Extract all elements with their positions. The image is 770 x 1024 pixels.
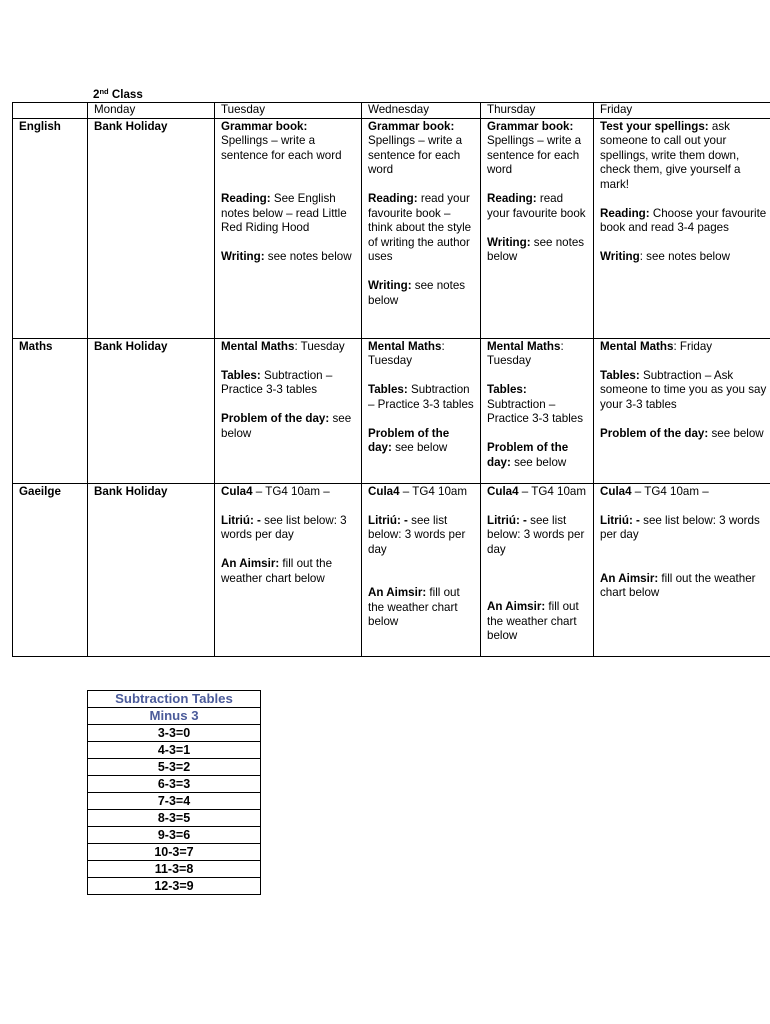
class-ordinal-suffix: nd	[99, 87, 109, 96]
col-header-monday: Monday	[88, 103, 215, 119]
tables-heading: Tables:	[487, 383, 527, 396]
cula4-text: – TG4 10am	[399, 484, 468, 498]
mental-maths-text: : Tuesday	[368, 339, 445, 367]
problem-heading: Problem of the day:	[487, 441, 569, 469]
tables-line	[600, 369, 770, 413]
litriu-heading: Litriú: -	[487, 513, 527, 527]
writing-text: see notes below	[487, 235, 585, 263]
tables-heading: Tables:	[221, 368, 261, 382]
cula4-text: – TG4 10am –	[252, 484, 330, 498]
english-row	[13, 118, 770, 338]
subtraction-title: Subtraction Tables	[88, 691, 261, 708]
subtraction-item: 8-3=5	[88, 810, 261, 827]
row-label-maths: Maths	[13, 338, 88, 483]
writing-text: see notes below	[368, 279, 466, 307]
mental-maths-line	[487, 340, 588, 369]
problem-heading: Problem of the day:	[221, 412, 330, 425]
writing-heading: Writing:	[221, 250, 265, 263]
subtraction-item: 4-3=1	[88, 742, 261, 759]
maths-wednesday	[362, 338, 481, 483]
reading-line	[221, 192, 356, 236]
maths-thursday	[481, 338, 594, 483]
tables-line	[368, 383, 475, 412]
problem-line	[600, 427, 770, 442]
reading-heading: Reading:	[221, 192, 271, 205]
subtraction-item: 6-3=3	[88, 776, 261, 793]
writing-line	[221, 250, 356, 265]
gaeilge-row	[13, 483, 770, 656]
writing-line	[487, 236, 588, 265]
aimsir-heading: An Aimsir:	[368, 586, 427, 599]
tables-text: Subtraction – Practice 3-3 tables	[487, 397, 584, 425]
aimsir-heading: An Aimsir:	[487, 600, 546, 613]
problem-text: see below	[221, 412, 352, 440]
cula4-line	[487, 485, 588, 500]
spelling-test-line	[600, 120, 770, 193]
grammar-text: Spellings – write a sentence for each word	[487, 134, 582, 176]
litriu-text: see list below: 3 words per day	[487, 513, 585, 556]
weekly-plan-table	[12, 102, 770, 657]
english-tuesday	[215, 118, 362, 338]
mental-maths-text: : Tuesday	[487, 339, 564, 367]
litriu-text: see list below: 3 words per day	[368, 513, 466, 556]
subtraction-item: 11-3=8	[88, 861, 261, 878]
subtraction-item: 7-3=4	[88, 793, 261, 810]
reading-text: read your favourite book – think about the style of writing the author uses	[368, 192, 472, 263]
grammar-heading: Grammar book:	[368, 119, 455, 133]
gaeilge-friday	[594, 483, 770, 656]
subtraction-item: 12-3=9	[88, 878, 261, 895]
grammar-text: Spellings – write a sentence for each word	[368, 134, 463, 176]
writing-heading: Writing:	[368, 279, 412, 292]
col-header-thursday: Thursday	[481, 103, 594, 119]
problem-line	[487, 441, 588, 470]
litriu-line	[487, 514, 588, 558]
problem-text: see below	[708, 426, 764, 440]
header-row	[13, 103, 770, 119]
col-header-wednesday: Wednesday	[362, 103, 481, 119]
col-header-friday: Friday	[594, 103, 770, 119]
maths-row	[13, 338, 770, 483]
litriu-text: see list below: 3 words per day	[221, 513, 347, 541]
subtraction-item: 9-3=6	[88, 827, 261, 844]
aimsir-heading: An Aimsir:	[221, 557, 280, 570]
aimsir-text: fill out the weather chart below	[600, 571, 756, 599]
tables-text: Subtraction – Ask someone to time you as you say your 3-3 tables	[600, 368, 767, 411]
writing-line	[600, 250, 770, 265]
litriu-heading: Litriú: -	[368, 513, 408, 527]
aimsir-line	[368, 586, 475, 630]
subtraction-item: 5-3=2	[88, 759, 261, 776]
reading-line	[600, 207, 770, 236]
gaeilge-wednesday	[362, 483, 481, 656]
writing-heading: Writing:	[487, 235, 531, 249]
cula4-heading: Cula4	[368, 484, 400, 498]
subtraction-subtitle: Minus 3	[88, 708, 261, 725]
english-thursday	[481, 118, 594, 338]
mental-maths-heading: Mental Maths	[368, 339, 442, 353]
subtraction-item: 3-3=0	[88, 725, 261, 742]
cula4-heading: Cula4	[487, 484, 519, 498]
class-title	[93, 88, 143, 102]
tables-line	[487, 383, 588, 427]
reading-heading: Reading:	[600, 206, 650, 220]
english-wednesday	[362, 118, 481, 338]
litriu-line	[600, 514, 770, 543]
class-label: Class	[108, 88, 143, 101]
tables-text: Subtraction – Practice 3-3 tables	[221, 368, 333, 396]
col-header-tuesday: Tuesday	[215, 103, 362, 119]
cula4-line	[221, 485, 356, 500]
subtraction-tables	[87, 690, 261, 895]
cula4-heading: Cula4	[600, 484, 632, 498]
class-number: 2	[93, 88, 100, 101]
litriu-text: see list below: 3 words per day	[600, 513, 760, 541]
gaeilge-thursday	[481, 483, 594, 656]
grammar-heading: Grammar book:	[487, 119, 574, 133]
tables-heading: Tables:	[600, 368, 640, 382]
cula4-line	[600, 485, 770, 500]
mental-maths-heading: Mental Maths	[487, 339, 561, 353]
tables-heading: Tables:	[368, 383, 408, 396]
row-label-gaeilge: Gaeilge	[13, 483, 88, 656]
litriu-heading: Litriú: -	[221, 513, 261, 527]
aimsir-line	[600, 572, 770, 601]
problem-text: see below	[391, 441, 448, 454]
english-monday: Bank Holiday	[88, 118, 215, 338]
corner-cell	[13, 103, 88, 119]
mental-maths-text: : Friday	[673, 339, 713, 353]
maths-friday	[594, 338, 770, 483]
cula4-text: – TG4 10am	[518, 484, 587, 498]
writing-text: : see notes below	[639, 250, 730, 263]
cula4-heading: Cula4	[221, 484, 253, 498]
writing-text: see notes below	[264, 250, 352, 263]
litriu-line	[368, 514, 475, 558]
aimsir-text: fill out the weather chart below	[487, 600, 579, 642]
cula4-line	[368, 485, 475, 500]
mental-maths-text: : Tuesday	[294, 339, 345, 353]
mental-maths-heading: Mental Maths	[221, 339, 295, 353]
maths-tuesday	[215, 338, 362, 483]
spelling-test-text: ask someone to call out your spellings, write them down, check them, give yourself a mark!	[600, 119, 741, 191]
english-friday	[594, 118, 770, 338]
mental-maths-line	[221, 340, 356, 355]
gaeilge-monday: Bank Holiday	[88, 483, 215, 656]
cula4-text: – TG4 10am –	[631, 484, 709, 498]
aimsir-line	[221, 557, 356, 586]
aimsir-heading: An Aimsir:	[600, 571, 659, 585]
reading-line	[487, 192, 588, 221]
problem-text: see below	[510, 455, 567, 469]
grammar-text: Spellings – write a sentence for each word	[221, 134, 342, 162]
mental-maths-heading: Mental Maths	[600, 339, 674, 353]
subtraction-item: 10-3=7	[88, 844, 261, 861]
mental-maths-line	[368, 340, 475, 369]
litriu-line	[221, 514, 356, 543]
tables-text: Subtraction – Practice 3-3 tables	[368, 383, 474, 411]
writing-line	[368, 279, 475, 308]
aimsir-text: fill out the weather chart below	[221, 557, 333, 585]
problem-heading: Problem of the day:	[368, 426, 450, 454]
reading-line	[368, 192, 475, 265]
mental-maths-line	[600, 340, 770, 355]
problem-line	[368, 427, 475, 456]
spelling-test-heading: Test your spellings:	[600, 119, 709, 133]
aimsir-line	[487, 600, 588, 644]
writing-heading: Writing	[600, 250, 640, 263]
problem-line	[221, 412, 356, 441]
tables-line	[221, 369, 356, 398]
litriu-heading: Litriú: -	[600, 513, 640, 527]
aimsir-text: fill out the weather chart below	[368, 586, 460, 628]
reading-text: read your favourite book	[487, 192, 586, 220]
reading-heading: Reading:	[487, 192, 537, 205]
reading-text: Choose your favourite book and read 3-4 pages	[600, 206, 767, 234]
grammar-heading: Grammar book:	[221, 119, 308, 133]
reading-heading: Reading:	[368, 192, 418, 205]
problem-heading: Problem of the day:	[600, 426, 709, 440]
row-label-english: English	[13, 118, 88, 338]
gaeilge-tuesday	[215, 483, 362, 656]
reading-text: See English notes below – read Little Red Riding Hood	[221, 192, 347, 234]
maths-monday: Bank Holiday	[88, 338, 215, 483]
